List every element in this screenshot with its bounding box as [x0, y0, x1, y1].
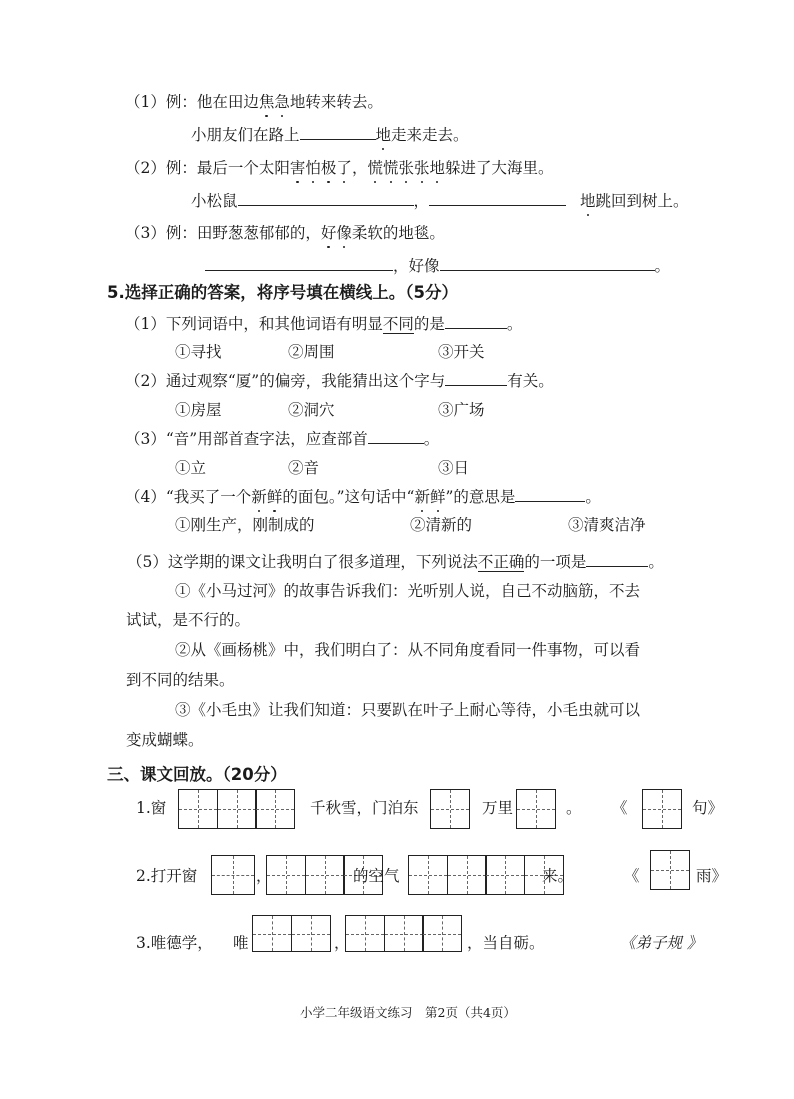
writing-grid[interactable]	[211, 855, 254, 895]
q5-sub2-option-3: ③广场	[438, 401, 485, 419]
q3-line2-start: 2.打开窗	[136, 867, 198, 885]
writing-grid[interactable]	[642, 789, 681, 829]
answer-blank[interactable]	[515, 487, 585, 502]
q5-sub5: （5）这学期的课文让我明白了很多道理，下列说法不正确的一项是 。	[127, 553, 664, 571]
q5-sub4-option-3: ③清爽洁净	[568, 516, 646, 534]
q3-line2-source-close: 雨》	[696, 867, 728, 885]
page-footer: 小学二年级语文练习 第2页（共4页）	[300, 1005, 516, 1020]
q5-sub1: （1）下列词语中，和其他词语有明显不同的是 。	[125, 315, 523, 333]
q5-sub3-option-1: ①立	[175, 459, 207, 477]
q3-line3-source: 《弟子规 》	[620, 934, 703, 952]
q5-sub4-option-1: ①刚生产，刚制成的	[175, 516, 315, 534]
q3-line3-start: 3.唯德学，	[136, 934, 213, 952]
q3-line3-comma: ，	[334, 934, 350, 952]
emphasized-char: 了	[336, 159, 352, 177]
q4-answer-3: ，好像 。	[205, 255, 670, 277]
q3-line1-source-open: 《	[612, 799, 628, 817]
grid-cell[interactable]	[447, 855, 487, 895]
emphasized-char: 慌	[367, 159, 383, 177]
answer-blank[interactable]	[238, 191, 414, 206]
grid-cell[interactable]	[642, 789, 682, 829]
grid-cell[interactable]	[384, 915, 424, 952]
q5-title: 5.选择正确的答案，将序号填在横线上。（5分）	[107, 283, 458, 302]
emphasized-char: 害	[289, 159, 306, 177]
grid-cell[interactable]	[252, 915, 292, 952]
q3-line2-end: 来。	[542, 867, 574, 885]
q5-sub4-option-2: ②清新的	[410, 516, 473, 534]
emphasized-char: 慌	[382, 159, 399, 177]
q4-answer-2: 小松鼠 ， 地跳回到树上。	[191, 192, 689, 210]
grid-cell[interactable]	[255, 789, 295, 829]
emphasis-dots	[290, 159, 352, 177]
emphasized-char: 鲜	[266, 488, 283, 506]
grid-cell[interactable]	[266, 855, 306, 895]
emphasis-dots	[251, 488, 282, 506]
q5-sub1-option-1: ①寻找	[175, 343, 222, 361]
answer-blank[interactable]	[445, 314, 507, 329]
q3-line1-mid: 千秋雪，门泊东	[310, 799, 419, 817]
answer-blank[interactable]	[429, 191, 566, 206]
grid-cell[interactable]	[485, 855, 525, 895]
q5-sub2-option-1: ①房屋	[175, 401, 222, 419]
emphasized-char: 张	[398, 159, 414, 177]
answer-blank[interactable]	[440, 256, 655, 271]
grid-cell[interactable]	[178, 789, 218, 829]
grid-cell[interactable]	[217, 789, 257, 829]
q3-line2-comma: ，	[256, 867, 272, 885]
q3-line3-wei: 唯	[233, 934, 249, 952]
writing-grid[interactable]	[178, 789, 294, 829]
writing-grid[interactable]	[252, 915, 329, 952]
grid-cell[interactable]	[650, 850, 690, 890]
grid-cell[interactable]	[211, 855, 255, 895]
q3-line1-source-close: 句》	[692, 799, 724, 817]
q5-sub1-option-3: ③开关	[438, 343, 485, 361]
emphasized-char: 新	[251, 488, 267, 506]
emphasis-dots	[321, 224, 352, 242]
emphasized-char: 鲜	[429, 488, 446, 506]
emphasis-dots	[414, 488, 445, 506]
q5-sub2-option-2: ②洞穴	[288, 401, 335, 419]
emphasized-char: 极	[320, 159, 337, 177]
emphasized-char: 急	[274, 93, 290, 111]
writing-grid[interactable]	[516, 789, 555, 829]
q3-line1-start: 1.窗	[136, 799, 167, 817]
emphasized-char: 像	[336, 224, 352, 242]
q3-line2-source-open: 《	[624, 867, 640, 885]
emphasized-char: 地	[429, 159, 446, 177]
emphasized-char: 张	[414, 159, 430, 177]
answer-blank[interactable]	[368, 429, 424, 444]
q5-sub3-option-3: ③日	[438, 459, 470, 477]
q4-answer-1: 小朋友们在路上 地走来走去。	[191, 126, 469, 144]
grid-cell[interactable]	[305, 855, 345, 895]
answer-blank[interactable]	[586, 552, 648, 567]
q3-line1-mid2: 万里	[482, 799, 514, 817]
emphasis-dots	[367, 159, 445, 177]
emphasized-char: 新	[414, 488, 430, 506]
q5-sub5-option-3-line2: 变成蝴蝶。	[126, 731, 204, 749]
q5-sub5-option-2-line1: ②从《画杨桃》中，我们明白了：从不同角度看同一件事物，可以看	[175, 641, 641, 659]
answer-blank[interactable]	[205, 256, 393, 271]
q5-sub5-option-3-line1: ③《小毛虫》让我们知道：只要趴在叶子上耐心等待，小毛虫就可以	[175, 701, 641, 719]
writing-grid[interactable]	[650, 850, 689, 890]
q4-example-2: （2）例：最后一个太阳害怕极了，慌慌张张地躲进了大海里。	[125, 159, 554, 177]
q5-sub5-option-1-line1: ①《小马过河》的故事告诉我们：光听别人说，自己不动脑筋，不去	[175, 582, 641, 600]
grid-cell[interactable]	[516, 789, 556, 829]
answer-blank[interactable]	[445, 371, 507, 386]
q4-example-1: （1）例：他在田边焦急地转来转去。	[125, 93, 383, 111]
q3-line2-mid: 的空气	[353, 867, 400, 885]
q3-line1-end: 。	[566, 799, 582, 817]
emphasized-char: 怕	[305, 159, 321, 177]
q5-sub5-option-1-line2: 试试，是不行的。	[126, 611, 251, 629]
q4-example-3: （3）例：田野葱葱郁郁的，好像柔软的地毯。	[125, 224, 445, 242]
q3-title: 三、课文回放。（20分）	[107, 765, 287, 784]
emphasized-char: 焦	[258, 93, 275, 111]
writing-grid[interactable]	[430, 789, 469, 829]
writing-grid[interactable]	[345, 915, 461, 952]
q5-sub1-option-2: ②周围	[288, 343, 335, 361]
q5-sub3-option-2: ②音	[288, 459, 320, 477]
grid-cell[interactable]	[345, 915, 385, 952]
emphasis-dots	[259, 93, 290, 111]
answer-blank[interactable]	[300, 125, 376, 140]
q5-sub3: （3）“音”用部首查字法，应查部首 。	[125, 430, 440, 448]
grid-cell[interactable]	[430, 789, 470, 829]
grid-cell[interactable]	[422, 915, 462, 952]
q5-sub2: （2）通过观察“厦”的偏旁，我能猜出这个字与 有关。	[125, 372, 554, 390]
emphasized-char: 好	[320, 224, 337, 242]
writing-grid[interactable]	[408, 855, 562, 895]
q5-sub5-option-2-line2: 到不同的结果。	[126, 671, 235, 689]
grid-cell[interactable]	[408, 855, 448, 895]
grid-cell[interactable]	[291, 915, 331, 952]
q5-sub4: （4）“我买了一个新鲜的面包。”这句话中“新鲜”的意思是 。	[125, 488, 601, 506]
q3-line3-end: ，当自砺。	[467, 934, 545, 952]
